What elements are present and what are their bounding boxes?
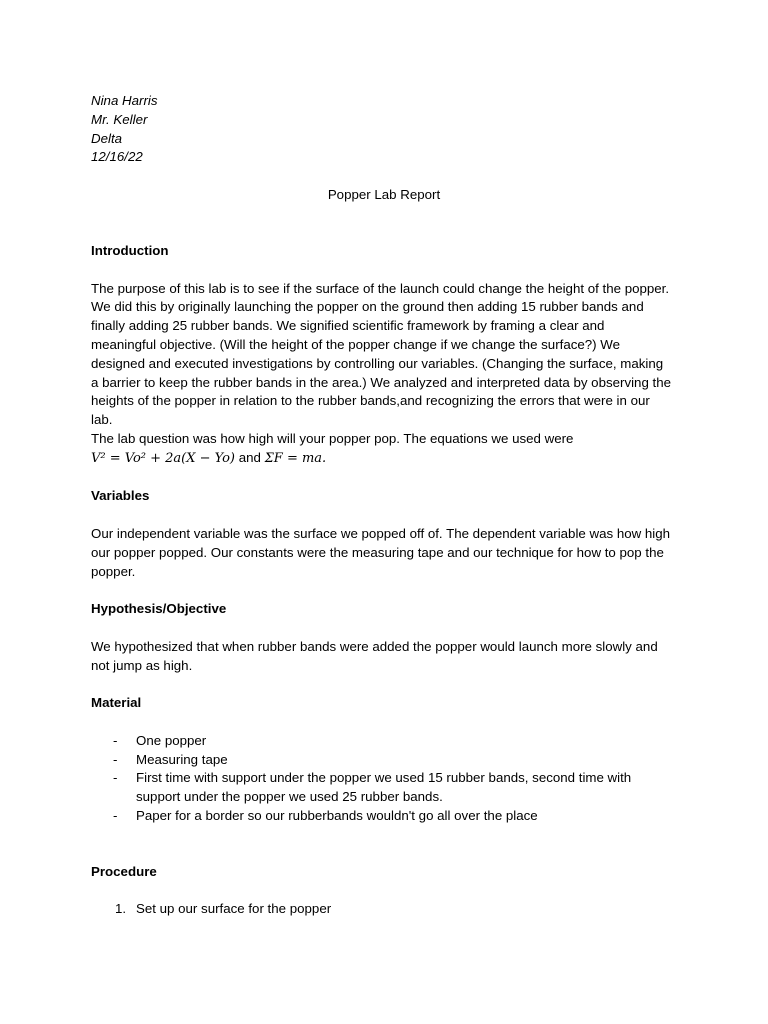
- list-item: [91, 769, 671, 807]
- class-period: Delta: [91, 130, 123, 146]
- document-body: [91, 92, 671, 919]
- list-item: [91, 751, 671, 770]
- procedure-section: [91, 863, 671, 919]
- force-equation: ΣF = ma: [264, 450, 323, 466]
- variables-paragraph: Our independent variable was the surface we popped off of. The dependent variable was how high our popper popped. Our constants were the measuring tape and our technique for how to pop the popper.: [91, 525, 671, 579]
- author-name: Nina Harris: [91, 93, 158, 108]
- dash-bullet: -: [113, 770, 118, 786]
- equation-joiner: and: [235, 449, 265, 465]
- step-number: 1.: [115, 901, 127, 917]
- hypothesis-section: [91, 600, 671, 675]
- list-item-text: Paper for a border so our rubberbands wouldn't go all over the place: [136, 807, 538, 823]
- dash-bullet: -: [113, 732, 118, 748]
- material-heading: Material: [91, 695, 142, 711]
- spacer: [91, 675, 671, 694]
- material-list: [91, 732, 671, 826]
- procedure-heading: Procedure: [91, 863, 157, 879]
- spacer: [91, 261, 671, 280]
- dash-bullet: -: [113, 751, 118, 767]
- list-item-text: First time with support under the popper we used 15 rubber bands, second time with support under the popper we used 25 rubber bands.: [136, 770, 632, 805]
- spacer: [91, 713, 671, 732]
- list-item: [91, 900, 671, 919]
- introduction-paragraph: The purpose of this lab is to see if the surface of the launch could change the height of the popper. We did this by originally launching the popper on the ground then adding 15 rubber bands and finally adding 25 rubber bands. We signified scientific framework by framing a clear and meaningful objective. (Will the height of the popper change if we change the surface?) We designed and executed investigations by controlling our variables. (Changing the surface, making a barrier to keep the rubber bands in the area.) We analyzed and interpreted data by observing the heights of the popper in relation to the rubber bands,and recognizing the errors that were in our lab.: [91, 280, 672, 428]
- list-item-text: One popper: [136, 732, 207, 748]
- hypothesis-paragraph: We hypothesized that when rubber bands were added the popper would launch more slowly and not jump as high.: [91, 638, 658, 673]
- header-block: [91, 92, 671, 167]
- report-date: 12/16/22: [91, 149, 143, 165]
- procedure-list: [91, 900, 671, 919]
- introduction-section: [91, 242, 671, 469]
- introduction-heading: Introduction: [91, 242, 169, 258]
- spacer: [91, 581, 671, 600]
- list-item-text: Measuring tape: [136, 751, 228, 767]
- spacer: [91, 826, 671, 863]
- equation-line: [91, 449, 671, 469]
- spacer: [91, 881, 671, 900]
- spacer: [91, 205, 671, 242]
- hypothesis-heading: Hypothesis/Objective: [91, 601, 227, 617]
- dash-bullet: -: [113, 807, 118, 823]
- variables-heading: Variables: [91, 488, 150, 504]
- teacher-name: Mr. Keller: [91, 111, 148, 127]
- page-title: Popper Lab Report: [327, 187, 441, 203]
- variables-section: [91, 487, 671, 581]
- list-item: [91, 807, 671, 826]
- equation-end: .: [322, 450, 327, 466]
- spacer: [91, 619, 671, 638]
- spacer: [91, 469, 671, 488]
- step-text: Set up our surface for the popper: [136, 901, 332, 917]
- lab-question-line: The lab question was how high will your popper pop. The equations we used were: [91, 430, 574, 446]
- list-item: [91, 732, 671, 751]
- kinematic-equation: V² = Vo² + 2a(X − Yo): [91, 450, 236, 466]
- material-section: [91, 694, 671, 826]
- spacer: [91, 506, 671, 525]
